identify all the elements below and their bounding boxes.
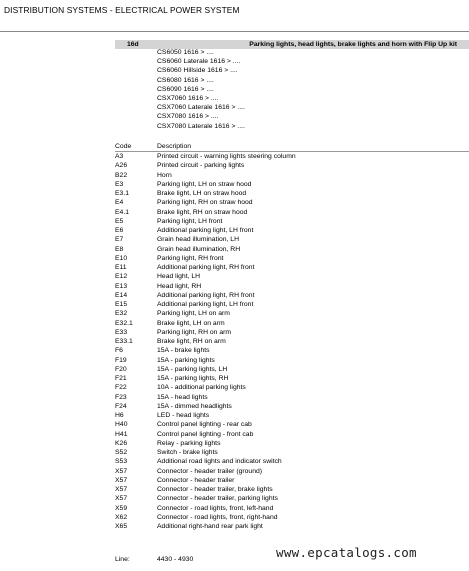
component-description: Additional right-hand rear park light — [157, 523, 263, 530]
component-code: X65 — [115, 523, 128, 530]
component-code: X62 — [115, 513, 128, 521]
component-description: 15A - dimmed headlights — [157, 402, 232, 410]
component-description: Grain head illumination, LH — [157, 236, 239, 244]
table-row — [115, 300, 469, 309]
table-row — [115, 513, 469, 522]
table-row — [115, 522, 469, 531]
component-table — [115, 152, 469, 531]
model-item: CSX7060 Laterale 1616 > .... — [157, 104, 245, 112]
component-description: Printed circuit - warning lights steering column — [157, 153, 296, 160]
component-code: E7 — [115, 236, 124, 244]
component-description: Brake light, LH on arm — [157, 319, 225, 327]
component-description: Control panel lighting - front cab — [157, 430, 254, 438]
component-code: F6 — [115, 347, 123, 355]
model-item: CS6090 1616 > .... — [157, 85, 214, 93]
component-code: E3.1 — [115, 190, 129, 197]
table-row — [115, 226, 469, 235]
component-code: S52 — [115, 449, 128, 456]
component-description: Brake light, LH on straw hood — [157, 190, 247, 197]
page-title: DISTRIBUTION SYSTEMS - ELECTRICAL POWER SYSTEM — [4, 5, 240, 15]
table-row — [115, 319, 469, 328]
component-code: K26 — [115, 439, 128, 447]
table-row — [115, 476, 469, 485]
component-description: Parking light, RH on straw hood — [157, 199, 253, 207]
table-row — [115, 189, 469, 198]
component-code: H6 — [115, 412, 124, 419]
line-value: 4430 - 4930 — [157, 556, 194, 563]
column-header-code: Code — [115, 143, 132, 150]
table-row — [115, 346, 469, 355]
component-description: Brake light, RH on arm — [157, 338, 226, 345]
model-item: CSX7060 1616 > .... — [157, 95, 219, 103]
table-row — [115, 448, 469, 457]
component-code: E33.1 — [115, 338, 133, 345]
component-description: Connector - header trailer (ground) — [157, 467, 263, 475]
component-description: 15A - parking lights, RH — [157, 375, 229, 382]
component-description: Additional parking light, LH front — [157, 301, 254, 308]
component-description: 15A - parking lights, LH — [157, 365, 228, 373]
table-row — [115, 180, 469, 189]
table-row — [115, 152, 469, 161]
table-row — [115, 328, 469, 337]
component-code: E5 — [115, 217, 124, 225]
component-code: E4.1 — [115, 208, 129, 216]
component-code: E4 — [115, 199, 124, 207]
component-description: Connector - header trailer, brake lights — [157, 486, 273, 493]
component-description: 10A - additional parking lights — [157, 384, 246, 392]
component-code: F24 — [115, 402, 127, 410]
section-code: 16d — [127, 41, 139, 48]
component-code: F23 — [115, 393, 127, 401]
table-row — [115, 485, 469, 494]
table-row — [115, 309, 469, 318]
component-description: Brake light, RH on straw hood — [157, 208, 248, 216]
line-label: Line: — [115, 556, 130, 563]
component-description: Parking light, LH front — [157, 217, 223, 225]
component-code: E32 — [115, 310, 128, 318]
component-code: F22 — [115, 384, 127, 392]
table-row — [115, 457, 469, 466]
component-code: E3 — [115, 180, 124, 188]
component-description: Parking light, RH front — [157, 254, 224, 262]
component-code: X57 — [115, 486, 128, 493]
component-code: X57 — [115, 467, 128, 475]
component-code: E14 — [115, 291, 128, 299]
table-row — [115, 208, 469, 217]
model-list — [157, 48, 245, 131]
table-row — [115, 504, 469, 513]
component-description: Additional parking light, RH front — [157, 291, 255, 299]
table-row — [115, 393, 469, 402]
table-row — [115, 198, 469, 207]
component-code: X57 — [115, 476, 128, 484]
table-row — [115, 356, 469, 365]
component-description: Head light, RH — [157, 282, 202, 290]
table-row — [115, 245, 469, 254]
component-code: X57 — [115, 495, 128, 503]
model-item: CSX7080 Laterale 1616 > .... — [157, 122, 245, 130]
model-item: CS6080 1616 > .... — [157, 76, 214, 84]
model-item: CS6060 Laterale 1616 > .... — [157, 58, 241, 66]
component-description: Printed circuit - parking lights — [157, 162, 245, 170]
table-row — [115, 171, 469, 180]
component-description: Parking light, LH on straw hood — [157, 180, 252, 188]
component-code: S53 — [115, 458, 128, 466]
table-row — [115, 467, 469, 476]
component-description: Grain head illumination, RH — [157, 245, 241, 253]
table-row — [115, 439, 469, 448]
component-code: A3 — [115, 153, 124, 160]
component-code: H41 — [115, 430, 128, 438]
table-row — [115, 282, 469, 291]
table-row — [115, 161, 469, 170]
header-divider — [0, 31, 469, 32]
component-description: Connector - road lights, front, left-hand — [157, 504, 274, 512]
table-row — [115, 374, 469, 383]
component-code: A26 — [115, 162, 128, 170]
component-code: E13 — [115, 282, 128, 290]
column-header-description: Description — [157, 143, 191, 150]
component-description: Additional parking light, RH front — [157, 264, 255, 271]
table-row — [115, 420, 469, 429]
table-row — [115, 383, 469, 392]
component-code: E33 — [115, 328, 128, 336]
model-item: CSX7080 1616 > .... — [157, 113, 219, 121]
component-description: Parking light, LH on arm — [157, 310, 230, 318]
table-row — [115, 291, 469, 300]
component-description: Head light, LH — [157, 273, 201, 281]
model-item: CS6050 1616 > .... — [157, 49, 214, 56]
table-row — [115, 235, 469, 244]
component-description: LED - head lights — [157, 412, 210, 419]
component-description: Parking light, RH on arm — [157, 328, 232, 336]
table-row — [115, 494, 469, 503]
component-description: Additional road lights and indicator switch — [157, 458, 282, 466]
table-row — [115, 263, 469, 272]
component-code: E15 — [115, 301, 128, 308]
component-description: Connector - header trailer — [157, 476, 235, 484]
component-description: Connector - header trailer, parking lights — [157, 495, 278, 503]
component-description: Switch - brake lights — [157, 449, 218, 456]
table-row — [115, 272, 469, 281]
table-row — [115, 337, 469, 346]
watermark: www.epcatalogs.com — [276, 545, 417, 560]
component-code: E11 — [115, 264, 127, 271]
table-row — [115, 365, 469, 374]
component-code: X59 — [115, 504, 128, 512]
component-code: F19 — [115, 356, 127, 364]
table-row — [115, 411, 469, 420]
component-code: E8 — [115, 245, 124, 253]
component-description: Horn — [157, 171, 172, 179]
table-row — [115, 430, 469, 439]
component-code: E10 — [115, 254, 128, 262]
component-description: Control panel lighting - rear cab — [157, 421, 252, 429]
table-row — [115, 217, 469, 226]
section-title: Parking lights, head lights, brake lights and horn with Flip Up kit — [249, 41, 457, 48]
component-code: F21 — [115, 375, 127, 382]
component-description: 15A - brake lights — [157, 347, 210, 355]
model-item: CS6060 Hillside 1616 > .... — [157, 67, 238, 75]
component-code: E32.1 — [115, 319, 133, 327]
component-code: B22 — [115, 171, 128, 179]
component-description: Additional parking light, LH front — [157, 227, 254, 234]
table-header — [115, 143, 469, 152]
component-code: E12 — [115, 273, 128, 281]
component-description: 15A - parking lights — [157, 356, 215, 364]
component-code: H40 — [115, 421, 128, 429]
table-row — [115, 254, 469, 263]
component-description: 15A - head lights — [157, 393, 208, 401]
table-row — [115, 402, 469, 411]
component-description: Connector - road lights, front, right-hand — [157, 513, 278, 521]
component-description: Relay - parking lights — [157, 439, 221, 447]
component-code: E6 — [115, 227, 124, 234]
component-code: F20 — [115, 365, 127, 373]
